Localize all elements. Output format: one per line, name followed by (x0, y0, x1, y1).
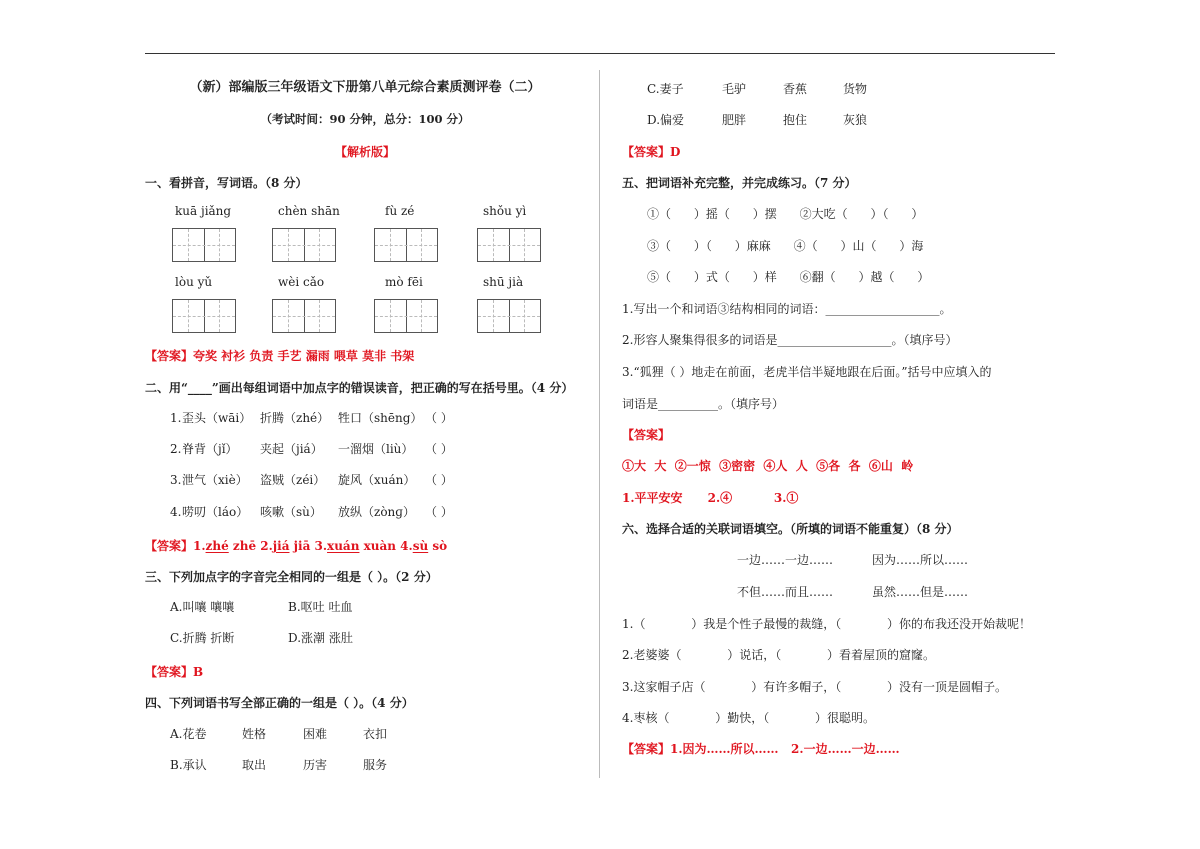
option-word: 灰狼 (843, 113, 868, 127)
q5-sub1: 1.写出一个和词语③结构相同的词语：___________________。 (622, 302, 952, 316)
word-reading: 放纵（zònɡ） (338, 505, 415, 519)
q5-answer-label: 【答案】 (622, 428, 671, 442)
option-word: 服务 (363, 758, 388, 772)
q1-answer: 【答案】夸奖 衬衫 负责 手艺 漏雨 喂草 莫非 书架 (145, 349, 415, 363)
connective-option: 虽然……但是…… (872, 585, 969, 599)
q4-heading: 四、下列词语书写全部正确的一组是（ ）。（4 分） (145, 696, 414, 710)
exam-info: （考试时间：90 分钟，总分：100 分） (260, 112, 470, 126)
q2-answer (145, 538, 447, 554)
q5-answer-words: ①大 大 ②一惊 ③密密 ④人 人 ⑤各 各 ⑥山 岭 (622, 459, 914, 473)
answer-blank[interactable]: （ ） (425, 505, 453, 519)
writing-grid (172, 299, 236, 333)
answer-blank[interactable]: （ ） (425, 411, 453, 425)
q3-heading: 三、下列加点字的字音完全相同的一组是（ ）。（2 分） (145, 570, 438, 584)
pinyin-label: wèi cǎo (278, 275, 325, 289)
option-word: 货物 (843, 82, 868, 96)
fill-line: ①（ ）摇（ ）摆 ②大吃（ ）（ ） (647, 207, 924, 221)
q5-sub2: 2.形容人聚集得很多的词语是___________________。（填序号） (622, 333, 958, 347)
word-reading: 咳嗽（sù） (260, 505, 322, 519)
option-word: 毛驴 (722, 82, 747, 96)
connective-option: 不但……而且…… (737, 585, 834, 599)
option-a[interactable]: A.叫嚷 嚷嚷 (170, 600, 235, 614)
word-reading: 夹起（jiá） (260, 442, 323, 456)
connective-option: 因为……所以…… (872, 553, 969, 567)
q5-heading: 五、把词语补充完整，并完成练习。（7 分） (622, 176, 857, 190)
option-c[interactable]: C.妻子 (647, 82, 684, 96)
answer-part: jiá (272, 539, 290, 553)
answer-part: sò (428, 539, 448, 553)
item-number: 4. (170, 505, 182, 519)
writing-grid (477, 299, 541, 333)
q6-heading: 六、选择合适的关联词语填空。（所填的词语不能重复）（8 分） (622, 522, 959, 536)
answer-blank[interactable]: （ ） (425, 442, 453, 456)
option-word: 衣扣 (363, 727, 388, 741)
option-word: 取出 (242, 758, 267, 772)
pinyin-label: shǒu yì (483, 204, 527, 218)
pinyin-label: fù zé (385, 204, 415, 218)
option-b[interactable]: B.呕吐 吐血 (288, 600, 353, 614)
word-reading: 泄气（xiè） (182, 473, 248, 487)
answer-part: 1. (193, 539, 206, 553)
page-title: （新）部编版三年级语文下册第八单元综合素质测评卷（二） (189, 80, 541, 95)
fill-line: ③（ ）（ ）麻麻 ④（ ）山（ ）海 (647, 239, 924, 253)
fill-line: ⑤（ ）式（ ）样 ⑥翻（ ）越（ ） (647, 270, 930, 284)
option-word: 香蕉 (783, 82, 808, 96)
option-d[interactable]: D.涨潮 涨肚 (288, 631, 353, 645)
writing-grid (374, 228, 438, 262)
pinyin-label: shū jià (483, 275, 524, 289)
connective-option: 一边……一边…… (737, 553, 834, 567)
item-number: 2. (170, 442, 182, 456)
word-reading: 旋风（xuán） (338, 473, 416, 487)
writing-grid (272, 228, 336, 262)
pinyin-label: kuā jiǎng (175, 204, 232, 218)
option-word: 困难 (303, 727, 328, 741)
q4-answer: 【答案】D (622, 145, 681, 159)
word-reading: 折腾（zhé） (260, 411, 330, 425)
answer-part: zhē 2. (228, 539, 273, 553)
option-word: 历害 (303, 758, 328, 772)
option-a[interactable]: A.花卷 (170, 727, 207, 741)
answer-part: sù (412, 539, 429, 553)
header-rule (145, 53, 1055, 54)
pinyin-label: lòu yǔ (175, 275, 213, 289)
word-reading: 牲口（shēng） (338, 411, 423, 425)
item-number: 3. (170, 473, 182, 487)
column-divider (599, 70, 600, 778)
option-word: 抱住 (783, 113, 808, 127)
option-word: 肥胖 (722, 113, 747, 127)
option-b[interactable]: B.承认 (170, 758, 207, 772)
pinyin-label: chèn shān (278, 204, 340, 218)
word-reading: 歪头（wāi） (182, 411, 252, 425)
writing-grid (272, 299, 336, 333)
option-word: 姓格 (242, 727, 267, 741)
item-number: 1. (170, 411, 182, 425)
word-reading: 盗贼（zéi） (260, 473, 326, 487)
q6-answer: 【答案】1.因为……所以…… 2.一边……一边…… (622, 742, 900, 756)
answer-part: xuàn 4. (359, 539, 413, 553)
answer-part: xuán (327, 539, 360, 553)
q6-item: 3.这家帽子店（ ）有许多帽子，（ ）没有一顶是圆帽子。 (622, 680, 1007, 694)
q2-heading: 二、用“____”画出每组词语中加点字的错误读音，把正确的写在括号里。（4 分） (145, 381, 574, 395)
option-d[interactable]: D.偏爱 (647, 113, 685, 127)
option-c[interactable]: C.折腾 折断 (170, 631, 235, 645)
answer-prefix: 【答案】 (145, 539, 194, 553)
q5-sub3: 3.“狐狸（ ）地走在前面，老虎半信半疑地跟在后面。”括号中应填入的 (622, 365, 992, 379)
word-reading: 唠叨（láo） (182, 505, 249, 519)
q5-answer-subs: 1.平平安安 2.④ 3.① (622, 491, 799, 505)
answer-part: jiā 3. (289, 539, 328, 553)
answer-blank[interactable]: （ ） (425, 473, 453, 487)
pinyin-label: mò fēi (385, 275, 423, 289)
q5-sub3-cont: 词语是__________。（填序号） (622, 397, 785, 411)
q1-heading: 一、看拼音，写词语。（8 分） (145, 176, 308, 190)
writing-grid (477, 228, 541, 262)
writing-grid (374, 299, 438, 333)
word-reading: 一溜烟（liù） (338, 442, 414, 456)
q6-item: 1.（ ）我是个性子最慢的裁缝，（ ）你的布我还没开始裁呢！ (622, 617, 1031, 631)
q6-item: 4.枣核（ ）勤快，（ ）很聪明。 (622, 711, 875, 725)
writing-grid (172, 228, 236, 262)
q6-item: 2.老婆婆（ ）说话，（ ）看着屋顶的窟窿。 (622, 648, 935, 662)
edition-label: 【解析版】 (334, 145, 395, 159)
q3-answer: 【答案】B (145, 665, 204, 679)
word-reading: 脊背（jǐ） (182, 442, 238, 456)
answer-part: zhé (205, 539, 229, 553)
